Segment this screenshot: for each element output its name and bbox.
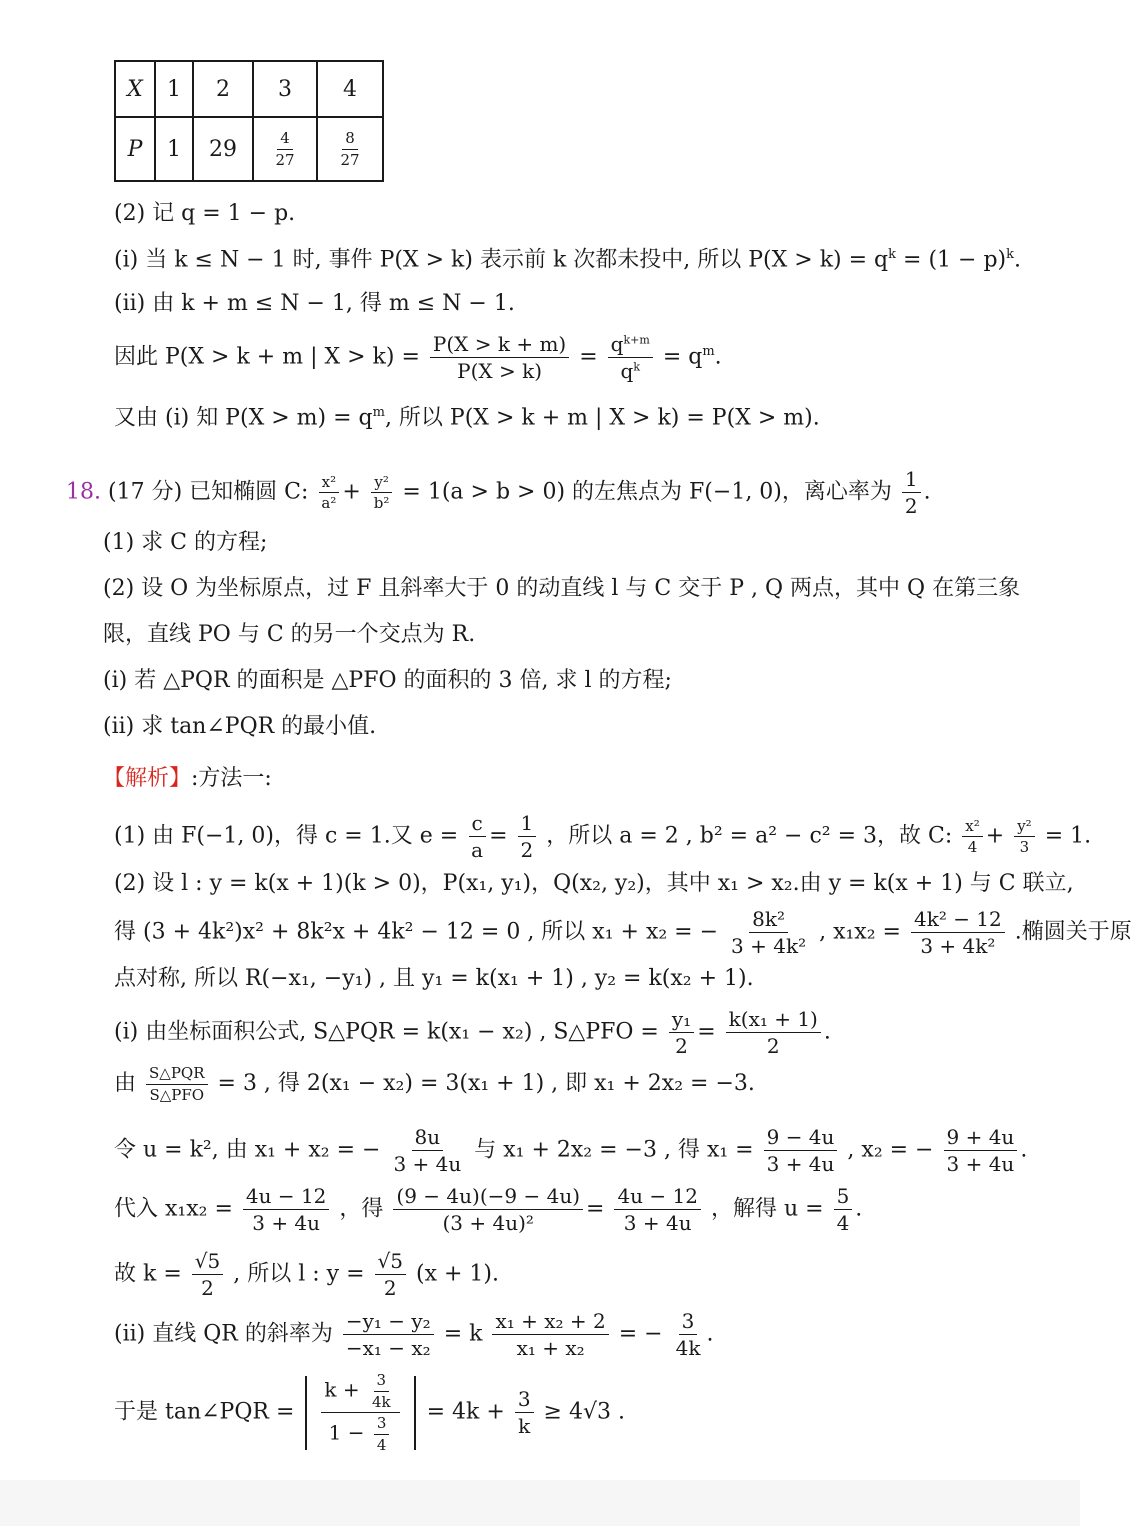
table-cell	[253, 117, 317, 181]
table-cell: 29	[193, 117, 253, 181]
text-line: 因此 P(X > k + m | X > k) = $\frac{P(X > k + m)}{P(X > k)}$ = $\frac{q^{k+m}}{q^k}$ = $q^m$.	[114, 332, 722, 383]
text-line: 于是 tan∠PQR = k + $\frac{3}{4k}$ 1 − $\frac{3}{4}$ = 4k + $\frac{3}{k}$ ≥ 4√3 .	[114, 1371, 625, 1454]
table-cell: X	[115, 61, 155, 117]
text-line: 得 (3 + 4k²)x² + 8k²x + 4k² − 12 = 0 , 所以 x₁ + x₂ = − $\frac{\text{8k²}}{\text{3 + 4k²}}$ , x₁x₂ = $\frac{\text{4k² − 12}}{\text{3 + 4k²}}$ .椭圆关于原	[114, 907, 1132, 958]
fraction: $\frac{\text{4k² − 12}}{\text{3 + 4k²}}$	[911, 908, 1005, 957]
fraction: $\frac{\text{y²}}{3}$	[1014, 818, 1035, 856]
fraction: $\frac{\text{S△PQR}}{\text{S△PFO}}$	[146, 1065, 208, 1103]
fraction: $\frac{1}{2}$	[518, 812, 537, 861]
fraction: $\frac{4}{27}$	[275, 129, 295, 169]
text-line: (1) 由 F(−1, 0)，得 c = 1.又 e = $\frac{c}{a}$ = $\frac{1}{2}$ ，所以 a = 2 , b² = a² − c² = 3，故 C: $\frac{\text{x²}}{4}$ + $\frac{\text{y²}}{3}$ = 1.	[114, 811, 1092, 862]
text-line: 点对称, 所以 R(−x₁, −y₁) , 且 y₁ = k(x₁ + 1) , y₂ = k(x₂ + 1).	[114, 966, 754, 991]
text-line: (ii) 由 k + m ≤ N − 1, 得 m ≤ N − 1.	[114, 291, 515, 316]
text-line: (ii) 直线 QR 的斜率为 $\frac{\text{−y₁ − y₂}}{\text{−x₁ − x₂}}$ = k $\frac{\text{x₁ + x₂ + 2}}{\text{x₁ + x₂}}$ = − $\frac{3}{4k}$ .	[114, 1309, 714, 1360]
fraction: $\frac{5}{4}$	[834, 1185, 853, 1234]
text-line: 故 k = $\frac{√5}{2}$ , 所以 l : y = $\frac{√5}{2}$ (x + 1).	[114, 1249, 499, 1300]
question-number: 18.	[66, 479, 101, 505]
fraction: $\frac{4u - 12}{3 + 4u}$	[243, 1185, 330, 1234]
solution-tag: 【解析】	[103, 766, 192, 791]
fraction: $\frac{P(X > k + m)}{P(X > k)}$	[430, 333, 569, 382]
table-cell: P	[115, 117, 155, 181]
text-line: (ii) 求 tan∠PQR 的最小值.	[103, 714, 377, 739]
text-line: (i) 当 k ≤ N − 1 时, 事件 P(X > k) 表示前 k 次都未投中, 所以 $P(X > k) = q^k = (1 - p)^k$.	[114, 247, 1022, 273]
table-cell: 4	[317, 61, 383, 117]
fraction: $\frac{3}{4k}$	[371, 1371, 391, 1411]
fraction: $\frac{8u}{3 + 4u}$	[393, 1125, 462, 1176]
fraction: $\frac{9 - 4u}{3 + 4u}$	[764, 1126, 838, 1175]
table-row	[115, 117, 383, 181]
table-cell: 1	[155, 117, 193, 181]
fraction: $\frac{3}{4k}$	[675, 1309, 701, 1360]
fraction: $\frac{q^{k+m}}{q^k}$	[608, 333, 653, 382]
question-18-header: 18. (17 分) 已知椭圆 C: $\frac{\text{x²}}{\text{a²}}$ + $\frac{\text{y²}}{\text{b²}}$ = 1(a > b > 0) 的左焦点为 F(−1, 0)，离心率为 $\frac{1}{2}$ .	[66, 467, 931, 518]
text-line: 又由 (i) 知 $P(X > m) = q^m$, 所以 P(X > k + m | X > k) = P(X > m).	[114, 405, 820, 431]
text-line: (i) 若 △PQR 的面积是 △PFO 的面积的 3 倍, 求 l 的方程;	[103, 668, 672, 693]
text-line: (1) 求 C 的方程;	[103, 530, 268, 555]
fraction: $\frac{3}{k}$	[515, 1388, 534, 1437]
text-line: (i) 由坐标面积公式, S△PQR = k(x₁ − x₂) , S△PFO = $\frac{\text{y₁}}{2}$ = $\frac{\text{k(x₁ + 1)}}{2}$ .	[114, 1007, 831, 1058]
fraction: $\frac{√5}{2}$	[375, 1250, 406, 1299]
fraction: $\frac{1}{2}$	[902, 468, 921, 517]
table-row	[115, 61, 383, 117]
text-line: 限，直线 PO 与 C 的另一个交点为 R.	[103, 622, 476, 647]
fraction: $\frac{\text{x₁ + x₂ + 2}}{\text{x₁ + x₂}}$	[492, 1310, 608, 1359]
fraction: $\frac{\text{k(x₁ + 1)}}{2}$	[726, 1008, 821, 1057]
fraction: $\frac{c}{a}$	[468, 812, 486, 861]
fraction: $\frac{9 + 4u}{3 + 4u}$	[944, 1126, 1018, 1175]
table-cell: 1	[155, 61, 193, 117]
fraction: $\frac{\text{x²}}{\text{a²}}$	[318, 474, 339, 512]
text-line: 代入 x₁x₂ = $\frac{4u - 12}{3 + 4u}$ ，得 $\frac{(9 - 4u)(-9 - 4u)}{\text{(3 + 4u)²}}$ = $\frac{4u - 12}{3 + 4u}$ ，解得 u = $\frac{5}{4}$ .	[114, 1184, 863, 1235]
text-line: (2) 记 q = 1 − p.	[114, 201, 296, 226]
fraction: $\frac{4u - 12}{3 + 4u}$	[614, 1185, 701, 1234]
fraction: $\frac{\text{8k²}}{\text{3 + 4k²}}$	[731, 907, 807, 958]
table-cell	[317, 117, 383, 181]
distribution-table	[114, 60, 384, 182]
fraction: k + $\frac{3}{4k}$ 1 − $\frac{3}{4}$	[321, 1372, 399, 1453]
fraction: $\frac{\text{y₁}}{2}$	[669, 1008, 694, 1057]
fraction: $\frac{(9 - 4u)(-9 - 4u)}{\text{(3 + 4u)²}}$	[393, 1185, 583, 1234]
table-cell: 2	[193, 61, 253, 117]
fraction: $\frac{\text{y²}}{\text{b²}}$	[371, 474, 393, 512]
text-line: 由 $\frac{\text{S△PQR}}{\text{S△PFO}}$ = 3 , 得 2(x₁ − x₂) = 3(x₁ + 1) , 即 x₁ + 2x₂ = −3.	[114, 1064, 755, 1104]
fraction: $\frac{\text{−y₁ − y₂}}{\text{−x₁ − x₂}}$	[343, 1310, 434, 1359]
text-line: (2) 设 l : y = k(x + 1)(k > 0)，P(x₁, y₁)，Q(x₂, y₂)，其中 x₁ > x₂.由 y = k(x + 1) 与 C 联立,	[114, 871, 1074, 896]
text-line: (2) 设 O 为坐标原点，过 F 且斜率大于 0 的动直线 l 与 C 交于 P , Q 两点，其中 Q 在第三象	[103, 576, 1021, 601]
fraction: $\frac{3}{4}$	[374, 1415, 390, 1453]
solution-header: 【解析】:方法一:	[103, 766, 272, 791]
fraction: $\frac{\text{x²}}{4}$	[962, 818, 982, 856]
text-line: 令 u = k², 由 x₁ + x₂ = − $\frac{8u}{3 + 4u}$ 与 x₁ + 2x₂ = −3 , 得 x₁ = $\frac{9 - 4u}{3 + 4u}$ , x₂ = − $\frac{9 + 4u}{3 + 4u}$ .	[114, 1125, 1028, 1176]
page-bottom-band	[0, 1480, 1080, 1526]
fraction: $\frac{8}{27}$	[340, 129, 360, 169]
fraction: $\frac{√5}{2}$	[192, 1250, 223, 1299]
table-cell: 3	[253, 61, 317, 117]
